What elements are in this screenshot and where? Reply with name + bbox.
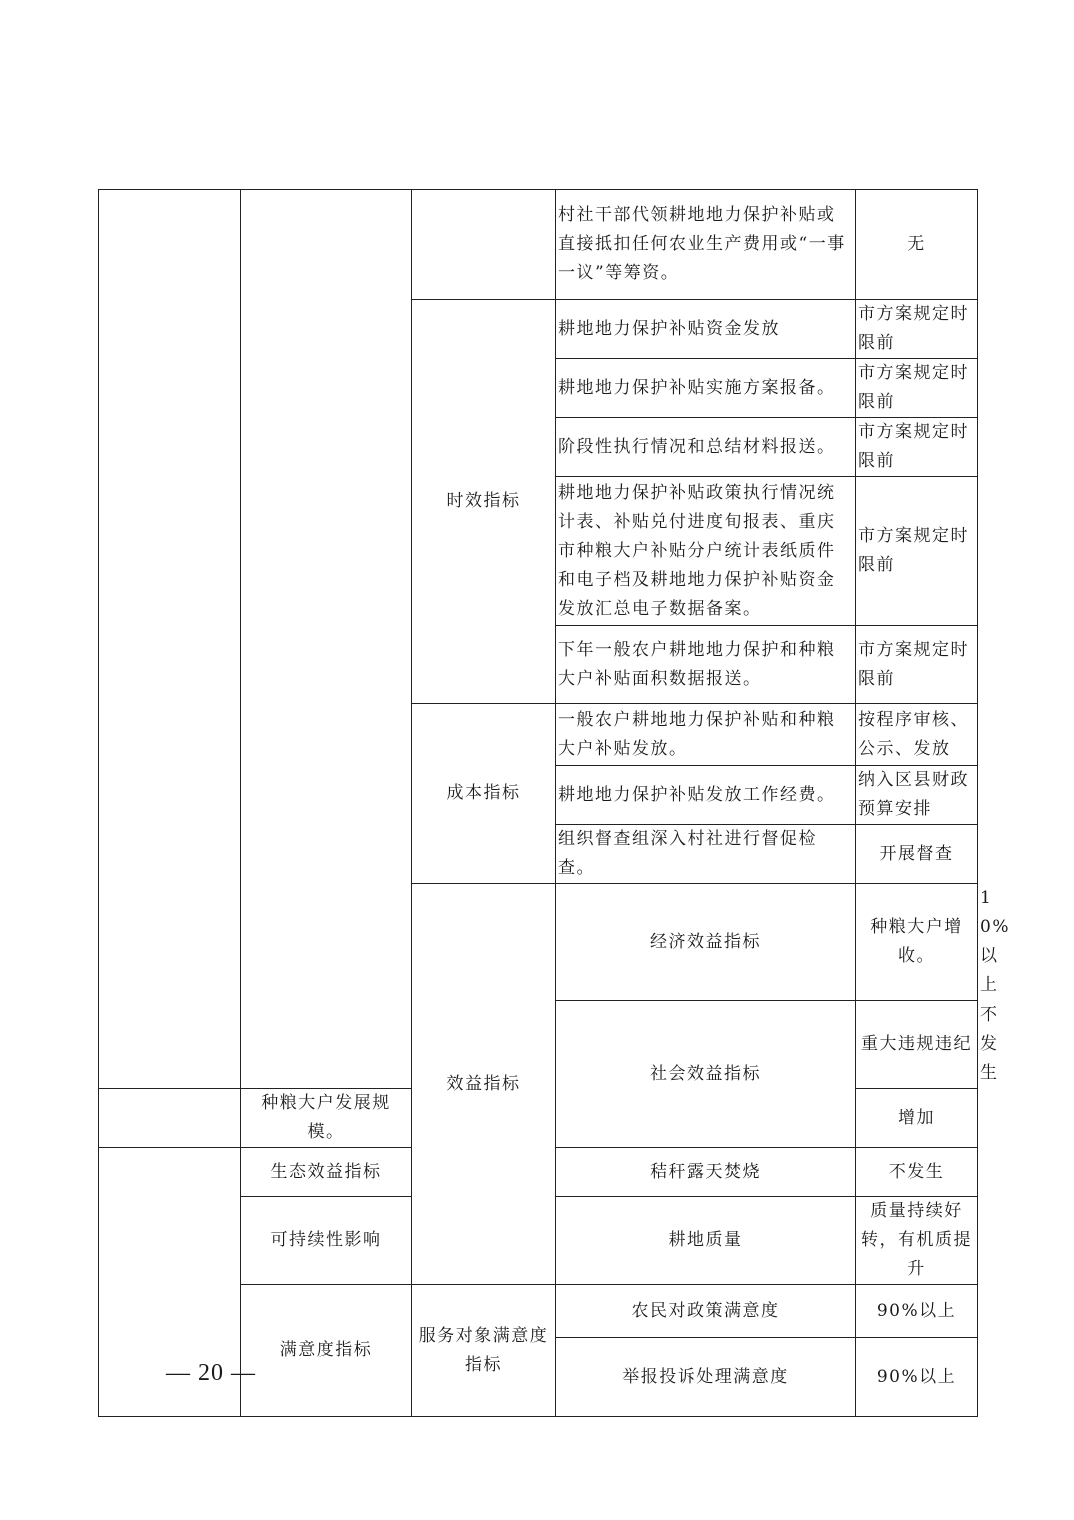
indicator-value-cell: 90%以上 — [856, 1338, 978, 1417]
cost-indicator-label: 成本指标 — [412, 704, 556, 884]
indicator-value-cell: 市方案规定时限前 — [856, 359, 978, 418]
indicator-content-cell: 村社干部代领耕地地力保护补贴或直接抵扣任何农业生产费用或“一事一议”等筹资。 — [556, 190, 856, 300]
indicator-value-cell: 市方案规定时限前 — [856, 300, 978, 359]
indicator-content-cell: 秸秆露天焚烧 — [556, 1148, 856, 1197]
table-row — [99, 190, 978, 300]
economic-benefit-label: 经济效益指标 — [556, 884, 856, 1001]
level1-indicator-cell-lower — [99, 1089, 241, 1148]
indicator-content-cell: 耕地质量 — [556, 1197, 856, 1285]
indicator-value-cell: 90%以上 — [856, 1285, 978, 1338]
indicator-value-cell: 市方案规定时限前 — [856, 418, 978, 477]
indicator-content-cell: 阶段性执行情况和总结材料报送。 — [556, 418, 856, 477]
social-benefit-label: 社会效益指标 — [556, 1001, 856, 1148]
benefit-indicator-label: 效益指标 — [412, 884, 556, 1285]
indicator-content-cell: 种粮大户发展规模。 — [241, 1089, 412, 1148]
satisfaction-indicator-label: 满意度指标 — [241, 1285, 412, 1417]
table-row: 社会效益指标 重大违规违纪 不发生 — [99, 1001, 978, 1089]
indicator-value-cell: 质量持续好转，有机质提升 — [856, 1197, 978, 1285]
indicator-content-cell: 重大违规违纪 — [856, 1001, 978, 1089]
indicator-value-cell: 不发生 — [856, 1148, 978, 1197]
timeliness-indicator-label: 时效指标 — [412, 300, 556, 704]
indicator-value-cell: 纳入区县财政预算安排 — [856, 766, 978, 825]
ecological-benefit-label: 生态效益指标 — [241, 1148, 412, 1197]
indicator-content-cell: 下年一般农户耕地地力保护和种粮大户补贴面积数据报送。 — [556, 626, 856, 704]
indicator-content-cell: 耕地地力保护补贴政策执行情况统计表、补贴兑付进度旬报表、重庆市种粮大户补贴分户统计表纸质件和电子档及耕地地力保护补贴资金发放汇总电子数据备案。 — [556, 477, 856, 626]
indicator-content-cell: 一般农户耕地地力保护补贴和种粮大户补贴发放。 — [556, 704, 856, 766]
indicator-content-cell: 耕地地力保护补贴实施方案报备。 — [556, 359, 856, 418]
indicator-content-cell: 耕地地力保护补贴资金发放 — [556, 300, 856, 359]
performance-indicator-table — [98, 189, 1010, 1417]
level1-indicator-cell — [99, 190, 241, 1089]
indicator-value-cell: 市方案规定时限前 — [856, 477, 978, 626]
indicator-content-cell: 耕地地力保护补贴发放工作经费。 — [556, 766, 856, 825]
level2-indicator-cell — [241, 190, 412, 1089]
indicator-value-cell: 开展督查 — [856, 825, 978, 884]
table-row: 效益指标 经济效益指标 种粮大户增收。 10%以上 — [99, 884, 978, 1001]
indicator-content-cell: 农民对政策满意度 — [556, 1285, 856, 1338]
indicator-value-cell: 无 — [856, 190, 978, 300]
page-number: — 20 — — [166, 1360, 256, 1386]
indicator-value-cell: 按程序审核、公示、发放 — [856, 704, 978, 766]
indicator-value-cell: 市方案规定时限前 — [856, 626, 978, 704]
indicator-content-cell: 种粮大户增收。 — [856, 884, 978, 1001]
indicator-content-cell: 组织督查组深入村社进行督促检查。 — [556, 825, 856, 884]
indicator-value-cell: 增加 — [856, 1089, 978, 1148]
indicator-content-cell: 举报投诉处理满意度 — [556, 1338, 856, 1417]
service-satisfaction-label: 服务对象满意度指标 — [412, 1285, 556, 1417]
sustainable-impact-label: 可持续性影响 — [241, 1197, 412, 1285]
level3-indicator-cell — [412, 190, 556, 300]
